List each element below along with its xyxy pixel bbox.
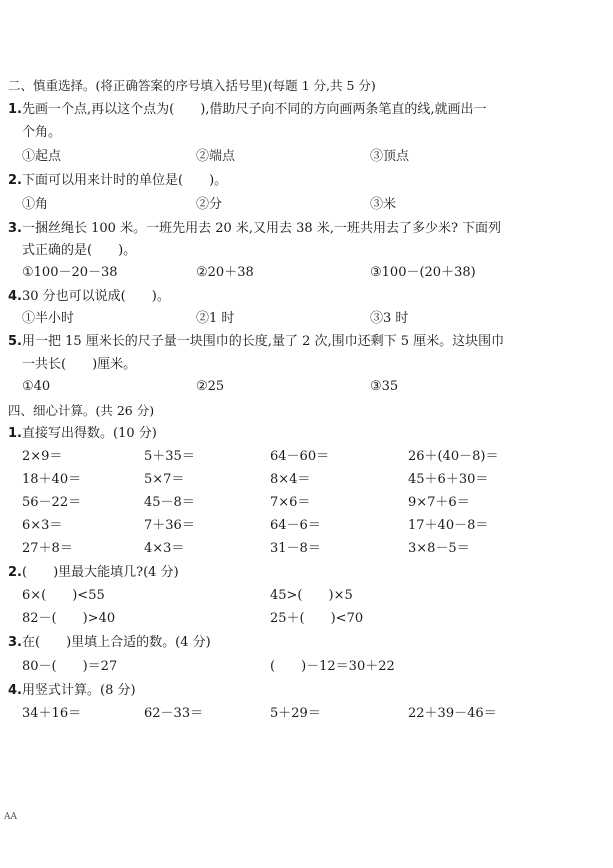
question-2-text: 下面可以用来计时的单位是( )。 bbox=[22, 173, 228, 188]
part-2-number: 2. bbox=[8, 565, 22, 580]
question-1-options bbox=[0, 146, 613, 168]
calc-row bbox=[0, 492, 613, 514]
question-3-text: 一捆丝绳长 100 米。一班先用去 20 米,又用去 38 米,一班共用去了多少米? 下面列 bbox=[22, 221, 502, 236]
calc-item: 8×4＝ bbox=[270, 472, 311, 487]
calc-item: 7＋36＝ bbox=[144, 518, 195, 533]
question-5-number: 5. bbox=[8, 334, 22, 349]
calc-item: 31－8＝ bbox=[270, 541, 321, 556]
compare-item[interactable]: 25＋( )<70 bbox=[270, 611, 364, 626]
part-3-number: 3. bbox=[8, 635, 22, 650]
question-5 bbox=[0, 331, 613, 353]
fill-item[interactable]: ( )－12＝30＋22 bbox=[270, 659, 395, 674]
option-b[interactable]: ②20＋38 bbox=[196, 265, 254, 280]
fill-item[interactable]: 80－( )＝27 bbox=[22, 659, 118, 674]
part-3-title: 在( )里填上合适的数。(4 分) bbox=[22, 635, 211, 650]
option-b[interactable]: ②25 bbox=[196, 379, 225, 394]
question-3 bbox=[0, 218, 613, 240]
footer-mark: AA bbox=[4, 812, 17, 822]
calc-item: 7×6＝ bbox=[270, 495, 311, 510]
option-a[interactable]: ①角 bbox=[22, 197, 49, 212]
calc-item: 5×7＝ bbox=[144, 472, 185, 487]
calc-row bbox=[0, 538, 613, 560]
fill-row bbox=[0, 656, 613, 678]
calc-item: 64－6＝ bbox=[270, 518, 321, 533]
calc-item: 64－60＝ bbox=[270, 449, 330, 464]
question-2 bbox=[0, 170, 613, 192]
vertical-calc-item: 62－33＝ bbox=[144, 706, 204, 721]
part-2-title: ( )里最大能填几?(4 分) bbox=[22, 565, 179, 580]
question-1-number: 1. bbox=[8, 102, 22, 117]
part-4-title: 用竖式计算。(8 分) bbox=[22, 683, 136, 698]
calc-item: 6×3＝ bbox=[22, 518, 63, 533]
question-3-number: 3. bbox=[8, 221, 22, 236]
calc-item: 45＋6＋30＝ bbox=[408, 472, 489, 487]
option-a[interactable]: ①40 bbox=[22, 379, 51, 394]
question-2-options bbox=[0, 194, 613, 216]
compare-item[interactable]: 82－( )>40 bbox=[22, 611, 116, 626]
question-5-options bbox=[0, 376, 613, 398]
question-4 bbox=[0, 286, 613, 308]
question-3-text-cont: 式正确的是( )。 bbox=[22, 243, 137, 258]
compare-row bbox=[0, 608, 613, 630]
calc-item: 5＋35＝ bbox=[144, 449, 195, 464]
section-4-heading-line bbox=[0, 400, 613, 422]
section-2-heading-line bbox=[0, 75, 613, 97]
section-2-heading: 二、慎重选择。(将正确答案的序号填入括号里)(每题 1 分,共 5 分) bbox=[8, 78, 376, 93]
calc-item: 56－22＝ bbox=[22, 495, 82, 510]
calc-item: 17＋40－8＝ bbox=[408, 518, 489, 533]
question-5-cont bbox=[0, 354, 613, 376]
calc-item: 18＋40＝ bbox=[22, 472, 82, 487]
option-a[interactable]: ①100－20－38 bbox=[22, 265, 118, 280]
calc-item: 4×3＝ bbox=[144, 541, 185, 556]
compare-item[interactable]: 45>( )×5 bbox=[270, 588, 353, 603]
question-4-text: 30 分也可以说成( )。 bbox=[22, 289, 170, 304]
question-5-text-cont: 一共长( )厘米。 bbox=[22, 357, 137, 372]
question-3-cont bbox=[0, 240, 613, 262]
option-c[interactable]: ③35 bbox=[370, 379, 399, 394]
section-4-heading: 四、细心计算。(共 26 分) bbox=[8, 403, 155, 418]
vertical-calc-item: 5＋29＝ bbox=[270, 706, 321, 721]
calc-item: 27＋8＝ bbox=[22, 541, 73, 556]
calc-item: 9×7＋6＝ bbox=[408, 495, 470, 510]
question-1-cont bbox=[0, 122, 613, 144]
vertical-calc-item: 22＋39－46＝ bbox=[408, 706, 497, 721]
calc-item: 26＋(40－8)＝ bbox=[408, 449, 499, 464]
option-b[interactable]: ②端点 bbox=[196, 149, 236, 164]
option-c[interactable]: ③米 bbox=[370, 197, 397, 212]
part-3-title-line bbox=[0, 632, 613, 654]
part-1-title-line bbox=[0, 423, 613, 445]
calc-row bbox=[0, 446, 613, 468]
question-4-number: 4. bbox=[8, 289, 22, 304]
calc-row bbox=[0, 515, 613, 537]
option-b[interactable]: ②分 bbox=[196, 197, 223, 212]
part-4-number: 4. bbox=[8, 683, 22, 698]
vertical-calc-item: 34＋16＝ bbox=[22, 706, 82, 721]
part-1-number: 1. bbox=[8, 426, 22, 441]
option-a[interactable]: ①半小时 bbox=[22, 311, 75, 326]
part-1-title: 直接写出得数。(10 分) bbox=[22, 426, 157, 441]
compare-item[interactable]: 6×( )<55 bbox=[22, 588, 105, 603]
option-c[interactable]: ③顶点 bbox=[370, 149, 410, 164]
option-b[interactable]: ②1 时 bbox=[196, 311, 235, 326]
calc-item: 45－8＝ bbox=[144, 495, 195, 510]
question-5-text: 用一把 15 厘米长的尺子量一块围巾的长度,量了 2 次,围巾还剩下 5 厘米。这块围巾 bbox=[22, 334, 505, 349]
compare-row bbox=[0, 585, 613, 607]
question-2-number: 2. bbox=[8, 173, 22, 188]
question-1 bbox=[0, 99, 613, 121]
part-2-title-line bbox=[0, 562, 613, 584]
option-a[interactable]: ①起点 bbox=[22, 149, 62, 164]
question-4-options bbox=[0, 308, 613, 330]
question-1-text-cont: 个角。 bbox=[22, 125, 62, 140]
calc-item: 3×8－5＝ bbox=[408, 541, 470, 556]
vertical-calc-row bbox=[0, 703, 613, 725]
option-c[interactable]: ③3 时 bbox=[370, 311, 409, 326]
question-1-text: 先画一个点,再以这个点为( ),借助尺子向不同的方向画两条笔直的线,就画出一 bbox=[22, 102, 487, 117]
question-3-options bbox=[0, 262, 613, 284]
calc-row bbox=[0, 469, 613, 491]
calc-item: 2×9＝ bbox=[22, 449, 63, 464]
option-c[interactable]: ③100－(20＋38) bbox=[370, 265, 476, 280]
part-4-title-line bbox=[0, 680, 613, 702]
